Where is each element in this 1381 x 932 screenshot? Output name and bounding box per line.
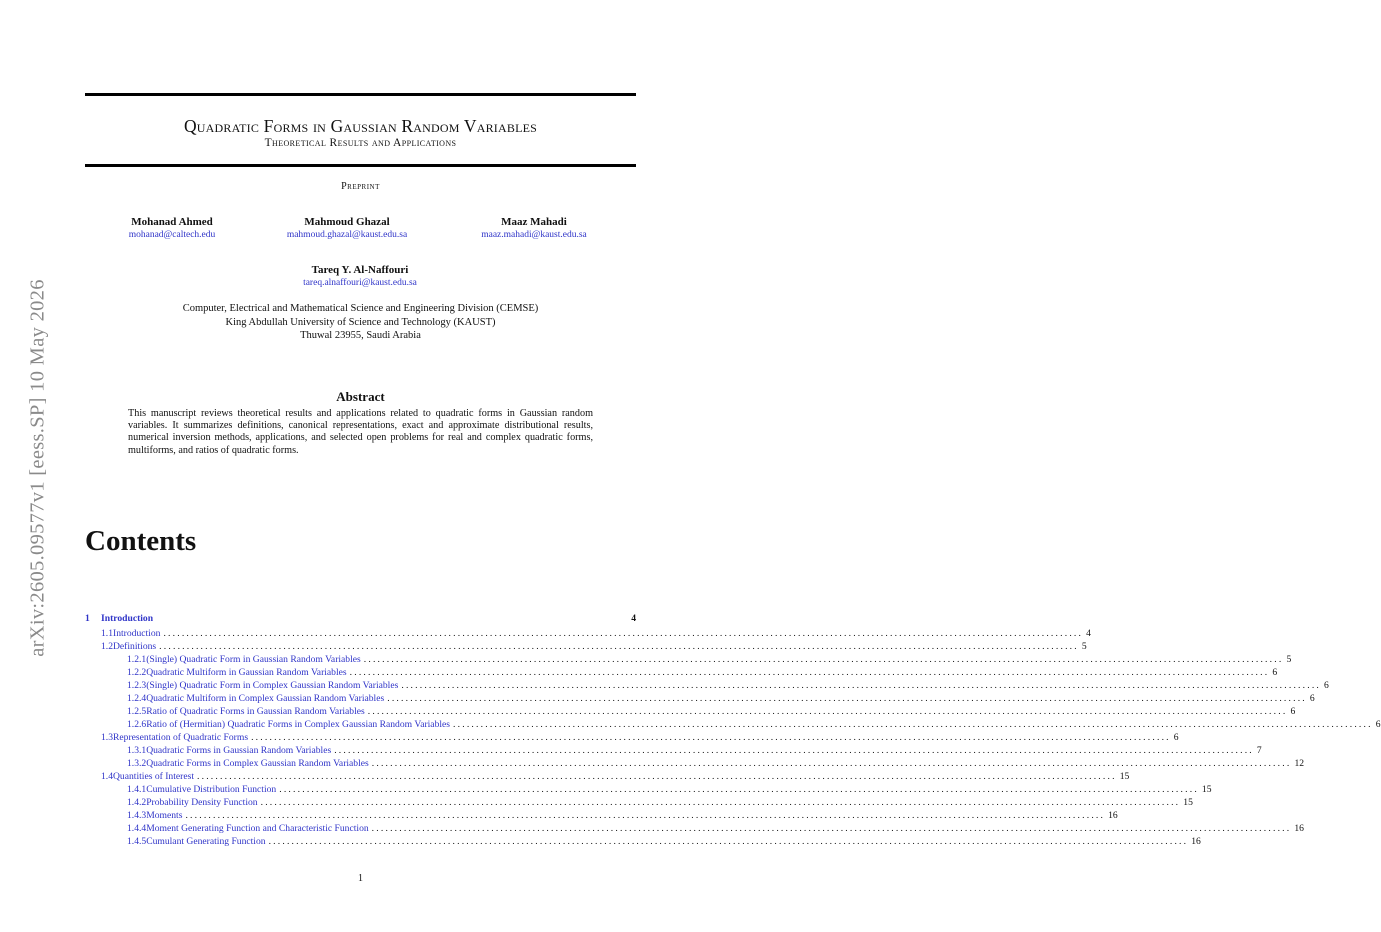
author-block: [260, 264, 460, 288]
toc-entry-number: 1.2.1: [127, 654, 147, 665]
toc-entry[interactable]: [85, 653, 1292, 666]
toc-entry-page: 6: [1375, 719, 1381, 730]
toc-entry[interactable]: [85, 731, 1179, 744]
toc-entry-number: 1.2.3: [127, 680, 147, 691]
toc-entry[interactable]: [85, 835, 1201, 848]
toc-entry-page: 6: [1272, 667, 1278, 678]
toc-leader-dots: ........................................................................................................................................................................................................: [349, 667, 1270, 678]
contents-heading: Contents: [85, 525, 197, 557]
toc-leader-dots: ........................................................................................................................................................................................................: [401, 680, 1322, 691]
author-email[interactable]: tareq.alnaffouri@kaust.edu.sa: [303, 278, 417, 288]
toc-entry-number: 1.2.6: [127, 719, 147, 730]
toc-entry-number: 1.4.2: [127, 797, 147, 808]
toc-entry-title[interactable]: Moments: [146, 810, 183, 821]
paper-title: Quadratic Forms in Gaussian Random Variables: [183, 116, 538, 136]
toc-entry-number: 1.4.5: [127, 836, 147, 847]
toc-entry-number: 1: [85, 613, 90, 624]
toc-entry-page: 16: [1191, 836, 1201, 847]
toc-entry-page: 15: [1119, 771, 1130, 782]
toc-leader-dots: ........................................................................................................................................................................................................: [371, 823, 1292, 834]
toc-entry-number: 1.4.1: [127, 784, 147, 795]
toc-entry-title[interactable]: Quadratic Forms in Gaussian Random Variables: [146, 745, 332, 756]
toc-entry[interactable]: [85, 796, 1193, 809]
affiliation-line: Computer, Electrical and Mathematical Science and Engineering Division (CEMSE): [182, 303, 539, 314]
toc-entry-title[interactable]: Introduction: [113, 628, 161, 639]
toc-entry[interactable]: [85, 770, 1130, 783]
toc-leader-dots: ........................................................................................................................................................................................................: [251, 732, 1171, 743]
toc-entry[interactable]: [85, 809, 1118, 822]
toc-entry-title[interactable]: Quadratic Forms in Complex Gaussian Random Variables: [146, 758, 369, 769]
toc-entry-page: 6: [1290, 706, 1296, 717]
toc-leader-dots: ........................................................................................................................................................................................................: [453, 719, 1373, 730]
toc-entry-page: 4: [1086, 628, 1091, 639]
top-rule: [85, 93, 636, 96]
arxiv-stamp: arXiv:2605.09577v1 [eess.SP] 10 May 2026: [26, 279, 49, 657]
toc-leader-dots: ........................................................................................................................................................................................................: [268, 836, 1189, 847]
author-email[interactable]: maaz.mahadi@kaust.edu.sa: [481, 230, 587, 240]
title-bottom-rule: [85, 164, 636, 167]
toc-entry-number: 1.2.4: [127, 693, 147, 704]
toc-entry-page: 15: [1201, 784, 1212, 795]
toc-entry-page: 7: [1256, 745, 1262, 756]
toc-entry-title[interactable]: (Single) Quadratic Form in Complex Gaussian Random Variables: [146, 680, 399, 691]
toc-entry-number: 1.4.4: [127, 823, 147, 834]
abstract-text: This manuscript reviews theoretical results and applications related to quadratic forms in Gaussian random variables. It summarizes definitions, canonical representations, exact and approximate distributional results, numerical inversion methods, applications, and selected open problems for real and complex quadratic forms, multiforms, and ratios of quadratic forms.: [128, 408, 593, 456]
toc-entry-number: 1.4.3: [127, 810, 147, 821]
toc-entry-number: 1.2: [101, 641, 113, 652]
author-email[interactable]: mahmoud.ghazal@kaust.edu.sa: [286, 230, 408, 240]
toc-entry-title[interactable]: Quadratic Multiform in Complex Gaussian Random Variables: [146, 693, 385, 704]
toc-entry-title[interactable]: Cumulative Distribution Function: [146, 784, 277, 795]
toc-entry-title[interactable]: (Single) Quadratic Form in Gaussian Random Variables: [146, 654, 361, 665]
toc-leader-dots: ........................................................................................................................................................................................................: [363, 654, 1284, 665]
author-block: [247, 216, 447, 240]
toc-entry[interactable]: [85, 640, 1087, 653]
toc-entry-number: 1.3.2: [127, 758, 147, 769]
preprint-label: Preprint: [341, 181, 380, 192]
toc-entry[interactable]: [85, 822, 1304, 835]
toc-entry-number: 1.2.2: [127, 667, 147, 678]
toc-entry-page: 6: [1173, 732, 1179, 743]
toc-entry-number: 1.3: [101, 732, 113, 743]
toc-leader-dots: ........................................................................................................................................................................................................: [371, 758, 1292, 769]
toc-leader-dots: ........................................................................................................................................................................................................: [334, 745, 1254, 756]
toc-entry-title[interactable]: Representation of Quadratic Forms: [113, 732, 249, 743]
page-number: 1: [358, 873, 363, 884]
toc-entry-page: 15: [1183, 797, 1193, 808]
toc-entry-page: 12: [1294, 758, 1305, 769]
toc-entry-title[interactable]: Quadratic Multiform in Gaussian Random Variables: [146, 667, 347, 678]
toc-entry[interactable]: [85, 627, 1091, 640]
toc-leader-dots: ........................................................................................................................................................................................................: [197, 771, 1117, 782]
author-name: Tareq Y. Al-Naffouri: [311, 264, 409, 276]
toc-entry[interactable]: [85, 666, 1278, 679]
toc-entry[interactable]: [85, 783, 1212, 796]
toc-entry-number: 1.2.5: [127, 706, 147, 717]
affiliation: [85, 302, 636, 343]
toc-leader-dots: ........................................................................................................................................................................................................: [163, 628, 1084, 639]
toc-entry-title[interactable]: Cumulant Generating Function: [146, 836, 266, 847]
toc-entry-page: 6: [1324, 680, 1329, 691]
affiliation-line: Thuwal 23955, Saudi Arabia: [300, 330, 421, 341]
toc-entry[interactable]: [85, 692, 1315, 705]
toc-entry-page: 16: [1294, 823, 1304, 834]
toc-entry-page: 5: [1286, 654, 1292, 665]
toc-entry-page: 4: [631, 613, 636, 624]
toc-entry[interactable]: [85, 612, 636, 625]
toc-leader-dots: ........................................................................................................................................................................................................: [185, 810, 1106, 821]
toc-entry-number: 1.3.1: [127, 745, 147, 756]
toc-entry[interactable]: [85, 705, 1296, 718]
toc-entry-title[interactable]: Definitions: [113, 641, 157, 652]
toc-entry[interactable]: [85, 679, 1329, 692]
toc-leader-dots: ........................................................................................................................................................................................................: [367, 706, 1288, 717]
toc-entry-title[interactable]: Moment Generating Function and Characteristic Function: [146, 823, 369, 834]
author-email[interactable]: mohanad@caltech.edu: [128, 230, 216, 240]
toc-entry-page: 16: [1108, 810, 1118, 821]
toc-entry-title[interactable]: Introduction: [101, 613, 154, 624]
toc-entry-page: 6: [1309, 693, 1315, 704]
toc-leader-dots: ........................................................................................................................................................................................................: [159, 641, 1079, 652]
author-name: Mohanad Ahmed: [131, 216, 213, 228]
affiliation-line: King Abdullah University of Science and Technology (KAUST): [225, 316, 496, 328]
toc-leader-dots: ........................................................................................................................................................................................................: [260, 797, 1181, 808]
author-block: [72, 216, 272, 240]
toc-entry-title[interactable]: Ratio of (Hermitian) Quadratic Forms in Complex Gaussian Random Variables: [146, 719, 451, 730]
paper-subtitle: Theoretical Results and Applications: [264, 137, 457, 149]
toc-entry-title[interactable]: Probability Density Function: [146, 797, 258, 808]
toc-entry-number: 1.1: [101, 628, 113, 639]
abstract-heading: Abstract: [336, 389, 385, 404]
toc-leader-dots: ........................................................................................................................................................................................................: [279, 784, 1199, 795]
toc-entry[interactable]: [85, 718, 1381, 731]
toc-leader-dots: ........................................................................................................................................................................................................: [387, 693, 1307, 704]
toc-entry-number: 1.4: [101, 771, 113, 782]
toc-entry[interactable]: [85, 744, 1262, 757]
toc-entry-title[interactable]: Ratio of Quadratic Forms in Gaussian Random Variables: [146, 706, 365, 717]
author-name: Maaz Mahadi: [501, 216, 567, 228]
toc-entry-title[interactable]: Quantities of Interest: [113, 771, 194, 782]
table-of-contents: [85, 612, 1381, 848]
author-name: Mahmoud Ghazal: [304, 216, 390, 228]
author-block: [434, 216, 634, 240]
toc-entry[interactable]: [85, 757, 1305, 770]
toc-entry-page: 5: [1081, 641, 1087, 652]
